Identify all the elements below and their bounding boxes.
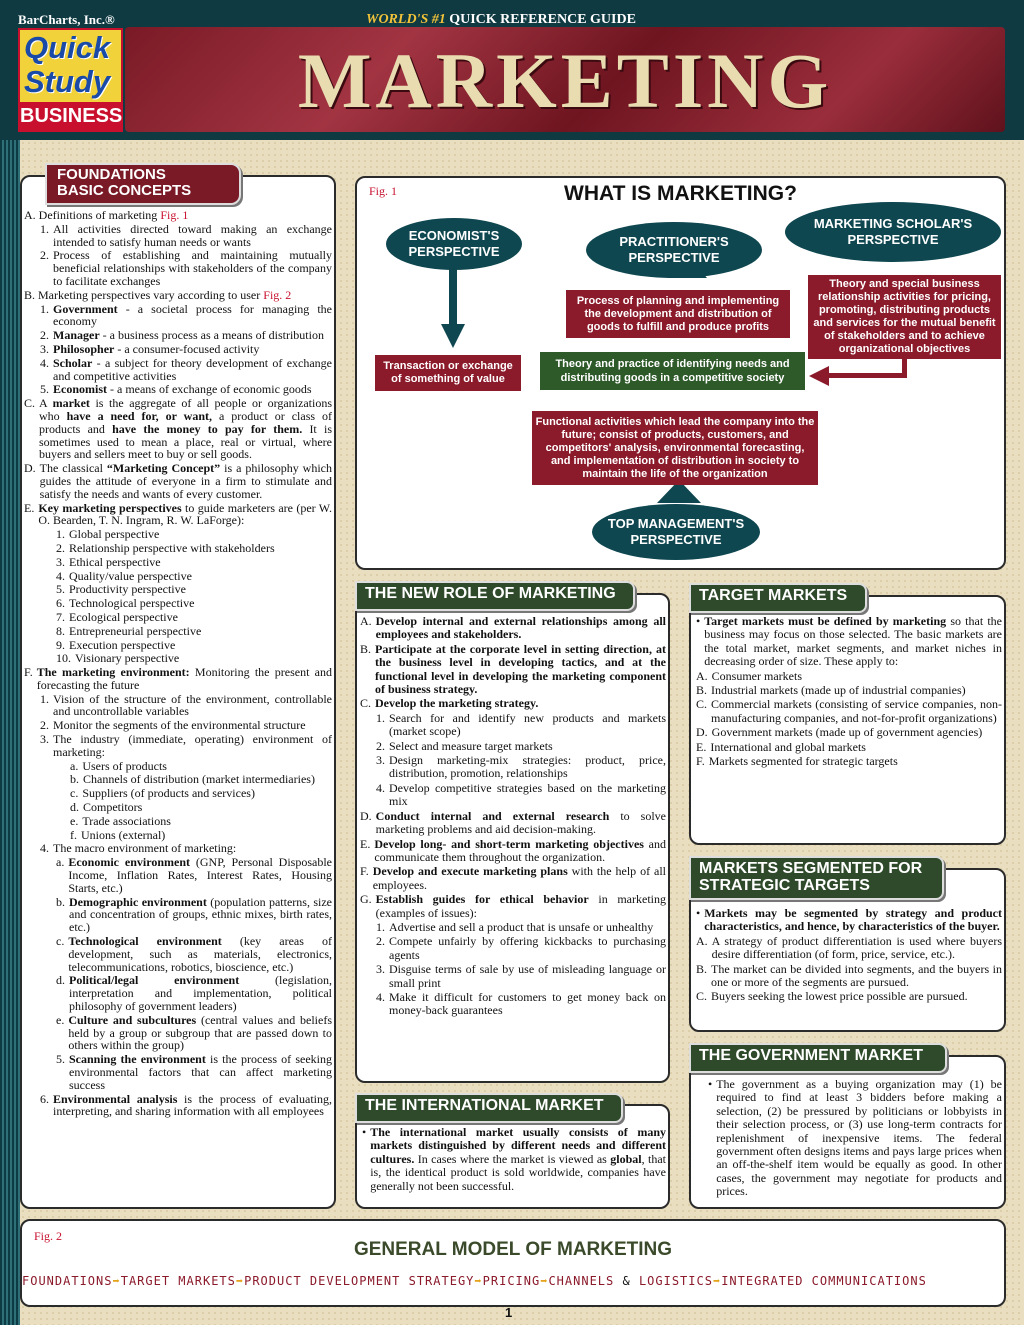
list-item: 2. Relationship perspective with stakeholders (56, 540, 275, 555)
side-stripes (0, 140, 20, 1325)
model-step: PRICING (482, 1274, 541, 1288)
list-item: a. Users of products (70, 758, 167, 773)
list-item: F. Markets segmented for strategic targets (696, 754, 898, 769)
quick-study-logo: Quick Study BUSINESS (18, 28, 123, 132)
list-item: 9. Execution perspective (56, 637, 176, 652)
list-item: 1. Advertise and sell a product that is unsafe or unhealthy (376, 919, 654, 934)
segmented-text: • Markets may be segmented by strategy and product characteristics, and hence, by characteristics of the buyer. A. A strategy of product differentiation is used where buyers desire differentiation (of form, price, service, etc.). B. The market can be divided into segments, and the buyers in one or more of the segments are pursued. C. Buyers seeking the lowest price possible are pursued. (696, 906, 1002, 1004)
international-heading: THE INTERNATIONAL MARKET (355, 1093, 623, 1123)
theory-special-box: Theory and special business relationship activities for pricing, promoting, distributing products and services for the mutual benefit of stakeholders and to achieve organizational objectives (808, 275, 1001, 359)
functional-box: Functional activities which lead the company into the future; consist of products, customers, and competitors' analysis, environmental forecasting, and implementation of distribution in society to maintain the life of the organization (532, 411, 818, 485)
transaction-box: Transaction or exchange of something of value (375, 355, 521, 391)
list-item: 2. Select and measure target markets (376, 738, 553, 753)
target-markets-heading: TARGET MARKETS (689, 583, 867, 613)
model-step: INTEGRATED COMMUNICATIONS (721, 1274, 927, 1288)
general-model-title: GENERAL MODEL OF MARKETING (353, 1239, 673, 1260)
list-item: B. Industrial markets (made up of industrial companies) (696, 683, 966, 698)
segmented-list (696, 935, 1002, 1004)
list-item: A. A strategy of product differentiation is used where buyers desire differentiation (of form, price, service, etc.). (696, 933, 1002, 962)
list-item: 3. Ethical perspective (56, 554, 161, 569)
ethics-list (360, 921, 666, 1018)
guide-tagline: WORLD'S #1 QUICK REFERENCE GUIDE (366, 12, 636, 27)
model-step: FOUNDATIONS (22, 1274, 113, 1288)
list-item: C. Buyers seeking the lowest price possible are pursued. (696, 989, 968, 1004)
process-box: Process of planning and implementing the development and distribution of goods to fulfill and produce profits (566, 290, 790, 338)
list-item: D. Government markets (made up of government agencies) (696, 725, 983, 740)
general-model-panel (20, 1219, 1006, 1307)
practitioner-perspective: PRACTITIONER'S PERSPECTIVE (586, 222, 762, 278)
model-step: CHANNELS (548, 1274, 615, 1288)
list-item: 5. Productivity perspective (56, 582, 186, 597)
list-item: 4. Quality/value perspective (56, 568, 192, 583)
list-item: 3. Disguise terms of sale by use of misleading language or small print (376, 962, 666, 990)
government-heading: THE GOVERNMENT MARKET (689, 1043, 947, 1073)
list-item: A. Consumer markets (696, 668, 802, 683)
list-item: 4. Make it difficult for customers to get money back on money-back guarantees (376, 989, 666, 1018)
page-title: MARKETING (297, 37, 833, 124)
what-title: WHAT IS MARKETING? (564, 182, 797, 205)
ampersand: & (614, 1274, 639, 1288)
list-item: c. Suppliers (of products and services) (70, 786, 255, 801)
list-item: 1. Global perspective (56, 527, 160, 542)
key-perspectives-list (24, 528, 332, 665)
top-management-perspective: TOP MANAGEMENT'S PERSPECTIVE (592, 504, 760, 560)
new-role-text: A. Develop internal and external relationships among all employees and stakeholders. B. Participate at the corporate level in setting direction, at the business level in developing tactics, and at the functional level in developing the marketing component of business strategy. C. Develop the marketing strategy. 1. Search for and identify new products and markets (market scope) 2. Select and measure target markets 3. Design marketing-mix strategies: product, price, distribution, promotion, relationships 4. Develop competitive strategies based on the marketing mix D. Conduct internal and external research to solve marketing problems and aid decision-making. E. Develop long- and short-term marketing objectives and communicate them throughout the organization. F. Develop and execute marketing plans with the help of all employees. G. Establish guides for ethical behavior in marketing (examples of issues): 1. Advertise and sell a product that is unsafe or unhealthy 2. Compete unfairly by offering kickbacks to purchasing agents 3. Disguise terms of sale by use of misleading language or small print 4. Make it difficult for customers to get money back on money-back guarantees (360, 614, 666, 1018)
list-item: 2. Compete unfairly by offering kickbacks to purchasing agents (376, 934, 666, 962)
list-item: d. Competitors (70, 800, 143, 815)
fig1-label: Fig. 1 (369, 184, 398, 198)
arrow-right-icon: ➡ (235, 1274, 245, 1288)
international-text: • The international market usually consists of many markets distinguished by different needs and different cultures. In cases where the market is viewed as global, that is, the identical product is sold worldwide, companies have generally not been successful. (362, 1125, 666, 1193)
new-role-heading: THE NEW ROLE OF MARKETING (355, 581, 635, 611)
model-step: TARGET MARKETS (120, 1274, 236, 1288)
list-item: 8. Entrepreneurial perspective (56, 623, 202, 638)
fig2-label: Fig. 2 (34, 1229, 63, 1243)
list-item: 6. Technological perspective (56, 596, 195, 611)
list-item: B. The market can be divided into segments, and the buyers in one or more of the segments are pursued. (696, 961, 1002, 990)
list-item: 3. Design marketing-mix strategies: product, price, distribution, promotion, relationships (376, 753, 666, 781)
foundations-heading: FOUNDATIONS BASIC CONCEPTS (45, 163, 241, 205)
list-item: E. International and global markets (696, 739, 866, 754)
page-number: 1 (505, 1305, 513, 1320)
government-text: • The government as a buying organization may (1) be required to find at least 3 bidders before making a selection, (2) be pressured by politicians or lobbyists in their selection process, or (3) use long-term contracts for replenishment of inexpensive items. The federal government often designs items and pays large prices when an off-the-shelf item would be equally as good. In other cases, the government may negotiate for products and prices. (708, 1077, 1002, 1199)
arrow-right-icon: ➡ (474, 1274, 483, 1288)
segmented-heading: MARKETS SEGMENTED FOR STRATEGIC TARGETS (689, 856, 944, 900)
arrow-right-icon: ➡ (712, 1274, 722, 1288)
list-item: 1. Search for and identify new products and markets (market scope) (376, 710, 666, 739)
economist-perspective: ECONOMIST'S PERSPECTIVE (386, 218, 522, 270)
arrow-right-icon: ➡ (112, 1274, 121, 1288)
strategy-list (360, 712, 666, 809)
foundations-text: A. Definitions of marketing Fig. 1 1. All activities directed toward making an exchange intended to satisfy human needs or wants 2. Process of establishing and maintaining mutually beneficial relationships with stakeholders of the company to facilitate exchanges B. Marketing perspectives vary according to user Fig. 2 1. Government - a societal process for managing the economy 2. Manager - a business process as a means of distribution 3. Philosopher - a consumer-focused activity 4. Scholar - a subject for theory development of exchange and competitive activities 5. Economist - a means of exchange of economic goods C. A market is the aggregate of all people or organizations who have a need for, or want, a product or class of products and have the money to pay for them. It is sometimes used to mean a place, real or virtual, where buyers and sellers meet to buy or sell goods. D. The classical “Marketing Concept” is a philosophy which guides the attitude of everyone in a firm to stimulate and satisfy the needs and wants of every customer. E. Key marketing perspectives to guide marketers are (per W. O. Bearden, T. N. Ingram, R. W. LaForge): 1. Global perspective 2. Relationship perspective with stakeholders 3. Ethical perspective 4. Quality/value perspective 5. Productivity perspective 6. Technological perspective 7. Ecological perspective 8. Entrepreneurial perspective 9. Execution perspective 10. Visionary perspective F. The marketing environment: Monitoring the present and forecasting the future 1. Vision of the structure of the environment, controllable and uncontrollable variables 2. Monitor the segments of the environmental structure 3. The industry (immediate, operating) environment of marketing: a. Users of products b. Channels of distribution (market intermediaries) c. Suppliers (of products and services) d. Competitors e. Trade associations f. Unions (external) 4. The macro environment of marketing: a. Economic environment (GNP, Personal Disposable Income, Inflation Rates, Interest Rates, Housing Starts, etc.) b. Demographic environment (population patterns, size and concentration of groups, ethnic mixes, birth rates, etc.) c. Technological environment (key areas of development, such as materials, electronics, telecommunications, robotics, bioscience, etc.) d. Political/legal environment (legislation, interpretation and implementation, political philosophy of government leaders) e. Culture and subcultures (central values and beliefs held by a group or subgroup that are passed down to others within the group) 5. Scanning the environment is the process of seeking environmental factors that can affect marketing success 6. Environmental analysis is the process of evaluating, interpreting, and sharing information with all employees (24, 208, 333, 1119)
brand-name: BarCharts, Inc.® (18, 12, 115, 27)
center-definition-box: Theory and practice of identifying needs and distributing goods in a competitive society (540, 352, 805, 390)
industry-environment-list (24, 760, 332, 842)
model-step: PRODUCT DEVELOPMENT STRATEGY (244, 1274, 475, 1288)
arrow-right-icon: ➡ (540, 1274, 549, 1288)
list-item: 10. Visionary perspective (56, 651, 180, 666)
target-markets-list (696, 670, 1002, 769)
model-step: LOGISTICS (638, 1274, 713, 1288)
list-item: C. Commercial markets (consisting of service companies, non-manufacturing companies, and not-for-profit organizations) (696, 697, 1002, 725)
marketing-model-flow (22, 1274, 927, 1288)
list-item: f. Unions (external) (70, 827, 166, 842)
list-item: 4. Develop competitive strategies based on the marketing mix (376, 780, 666, 809)
scholar-perspective: MARKETING SCHOLAR'S PERSPECTIVE (785, 202, 1001, 262)
list-item: 7. Ecological perspective (56, 609, 178, 624)
what-is-marketing-panel (355, 176, 1006, 570)
target-markets-text: • Target markets must be defined by marketing so that the business may focus on those selected. The basic markets are the total market, market segments, and market niches in decreasing order of size. These apply to: A. Consumer markets B. Industrial markets (made up of industrial companies) C. Commercial markets (consisting of service companies, non-manufacturing companies, and not-for-profit organizations) D. Government markets (made up of government agencies) E. International and global markets F. Markets segmented for strategic targets (696, 614, 1002, 769)
list-item: b. Channels of distribution (market intermediaries) (70, 772, 315, 787)
list-item: e. Trade associations (70, 813, 171, 828)
